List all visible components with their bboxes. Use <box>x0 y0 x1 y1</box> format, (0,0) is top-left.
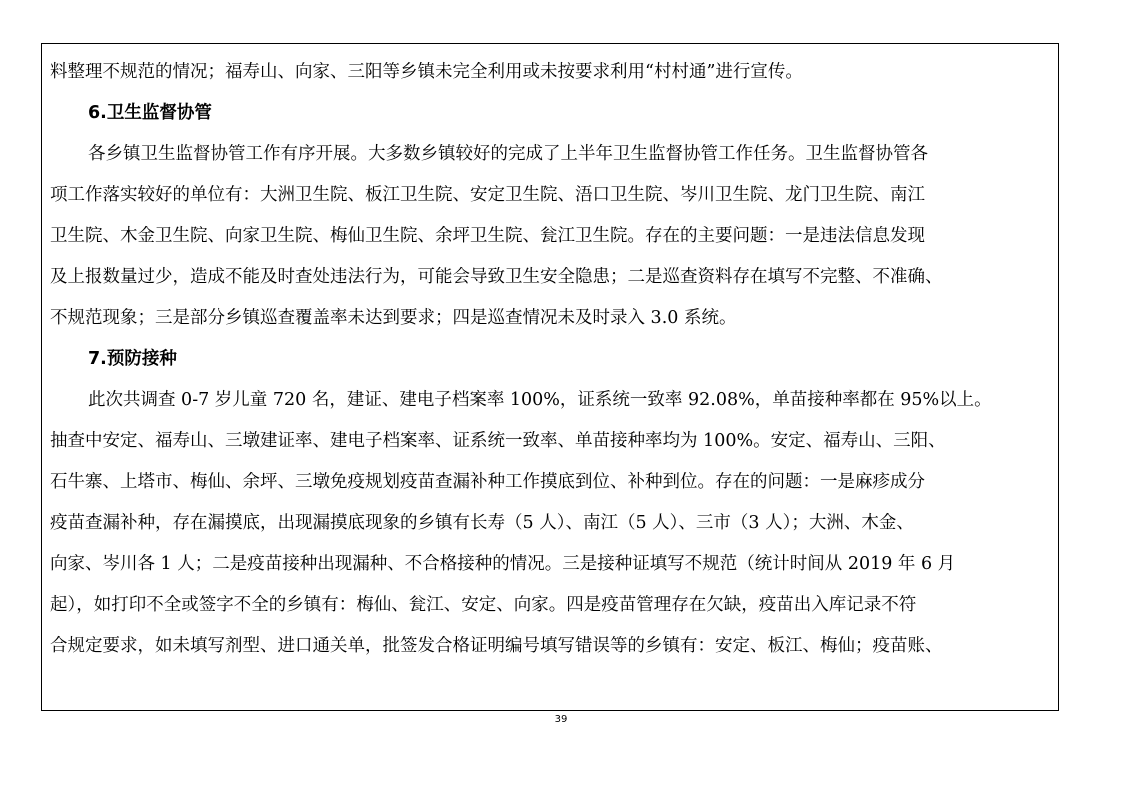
body-line: 料整理不规范的情况；福寿山、向家、三阳等乡镇未完全利用或未按要求利用“村村通”进行宣传。 <box>50 62 803 82</box>
body-line: 抽查中安定、福寿山、三墩建证率、建电子档案率、证系统一致率、单苗接种率均为 100%。安定、福寿山、三阳、 <box>50 431 946 451</box>
body-line: 石牛寨、上塔市、梅仙、余坪、三墩免疫规划疫苗查漏补种工作摸底到位、补种到位。存在的问题：一是麻疹成分 <box>50 472 925 492</box>
document-body <box>50 52 1052 667</box>
body-line: 此次共调查 0-7 岁儿童 720 名，建证、建电子档案率 100%，证系统一致率 92.08%，单苗接种率都在 95%以上。 <box>88 390 992 410</box>
body-line: 起），如打印不全或签字不全的乡镇有：梅仙、瓮江、安定、向家。四是疫苗管理存在欠缺，疫苗出入库记录不符 <box>50 595 917 615</box>
body-line: 项工作落实较好的单位有：大洲卫生院、板江卫生院、安定卫生院、浯口卫生院、岑川卫生院、龙门卫生院、南江 <box>50 185 925 205</box>
body-line: 及上报数量过少，造成不能及时查处违法行为，可能会导致卫生安全隐患；二是巡查资料存在填写不完整、不准确、 <box>50 267 943 287</box>
page-frame <box>41 43 1059 711</box>
body-line: 卫生院、木金卫生院、向家卫生院、梅仙卫生院、余坪卫生院、瓮江卫生院。存在的主要问题：一是违法信息发现 <box>50 226 925 246</box>
body-line: 不规范现象；三是部分乡镇巡查覆盖率未达到要求；四是巡查情况未及时录入 3.0 系统。 <box>50 308 737 328</box>
section-heading-vaccination: 7.预防接种 <box>88 349 177 369</box>
page-number: 39 <box>554 714 568 725</box>
body-line: 合规定要求，如未填写剂型、进口通关单，批签发合格证明编号填写错误等的乡镇有：安定、板江、梅仙；疫苗账、 <box>50 636 943 656</box>
body-line: 向家、岑川各 1 人；二是疫苗接种出现漏种、不合格接种的情况。三是接种证填写不规范（统计时间从 2019 年 6 月 <box>50 554 956 574</box>
body-line: 疫苗查漏补种，存在漏摸底，出现漏摸底现象的乡镇有长寿（5 人）、南江（5 人）、三市（3 人）；大洲、木金、 <box>50 513 914 533</box>
section-heading-health-supervision: 6.卫生监督协管 <box>88 103 212 123</box>
body-line: 各乡镇卫生监督协管工作有序开展。大多数乡镇较好的完成了上半年卫生监督协管工作任务。卫生监督协管各 <box>88 144 928 164</box>
